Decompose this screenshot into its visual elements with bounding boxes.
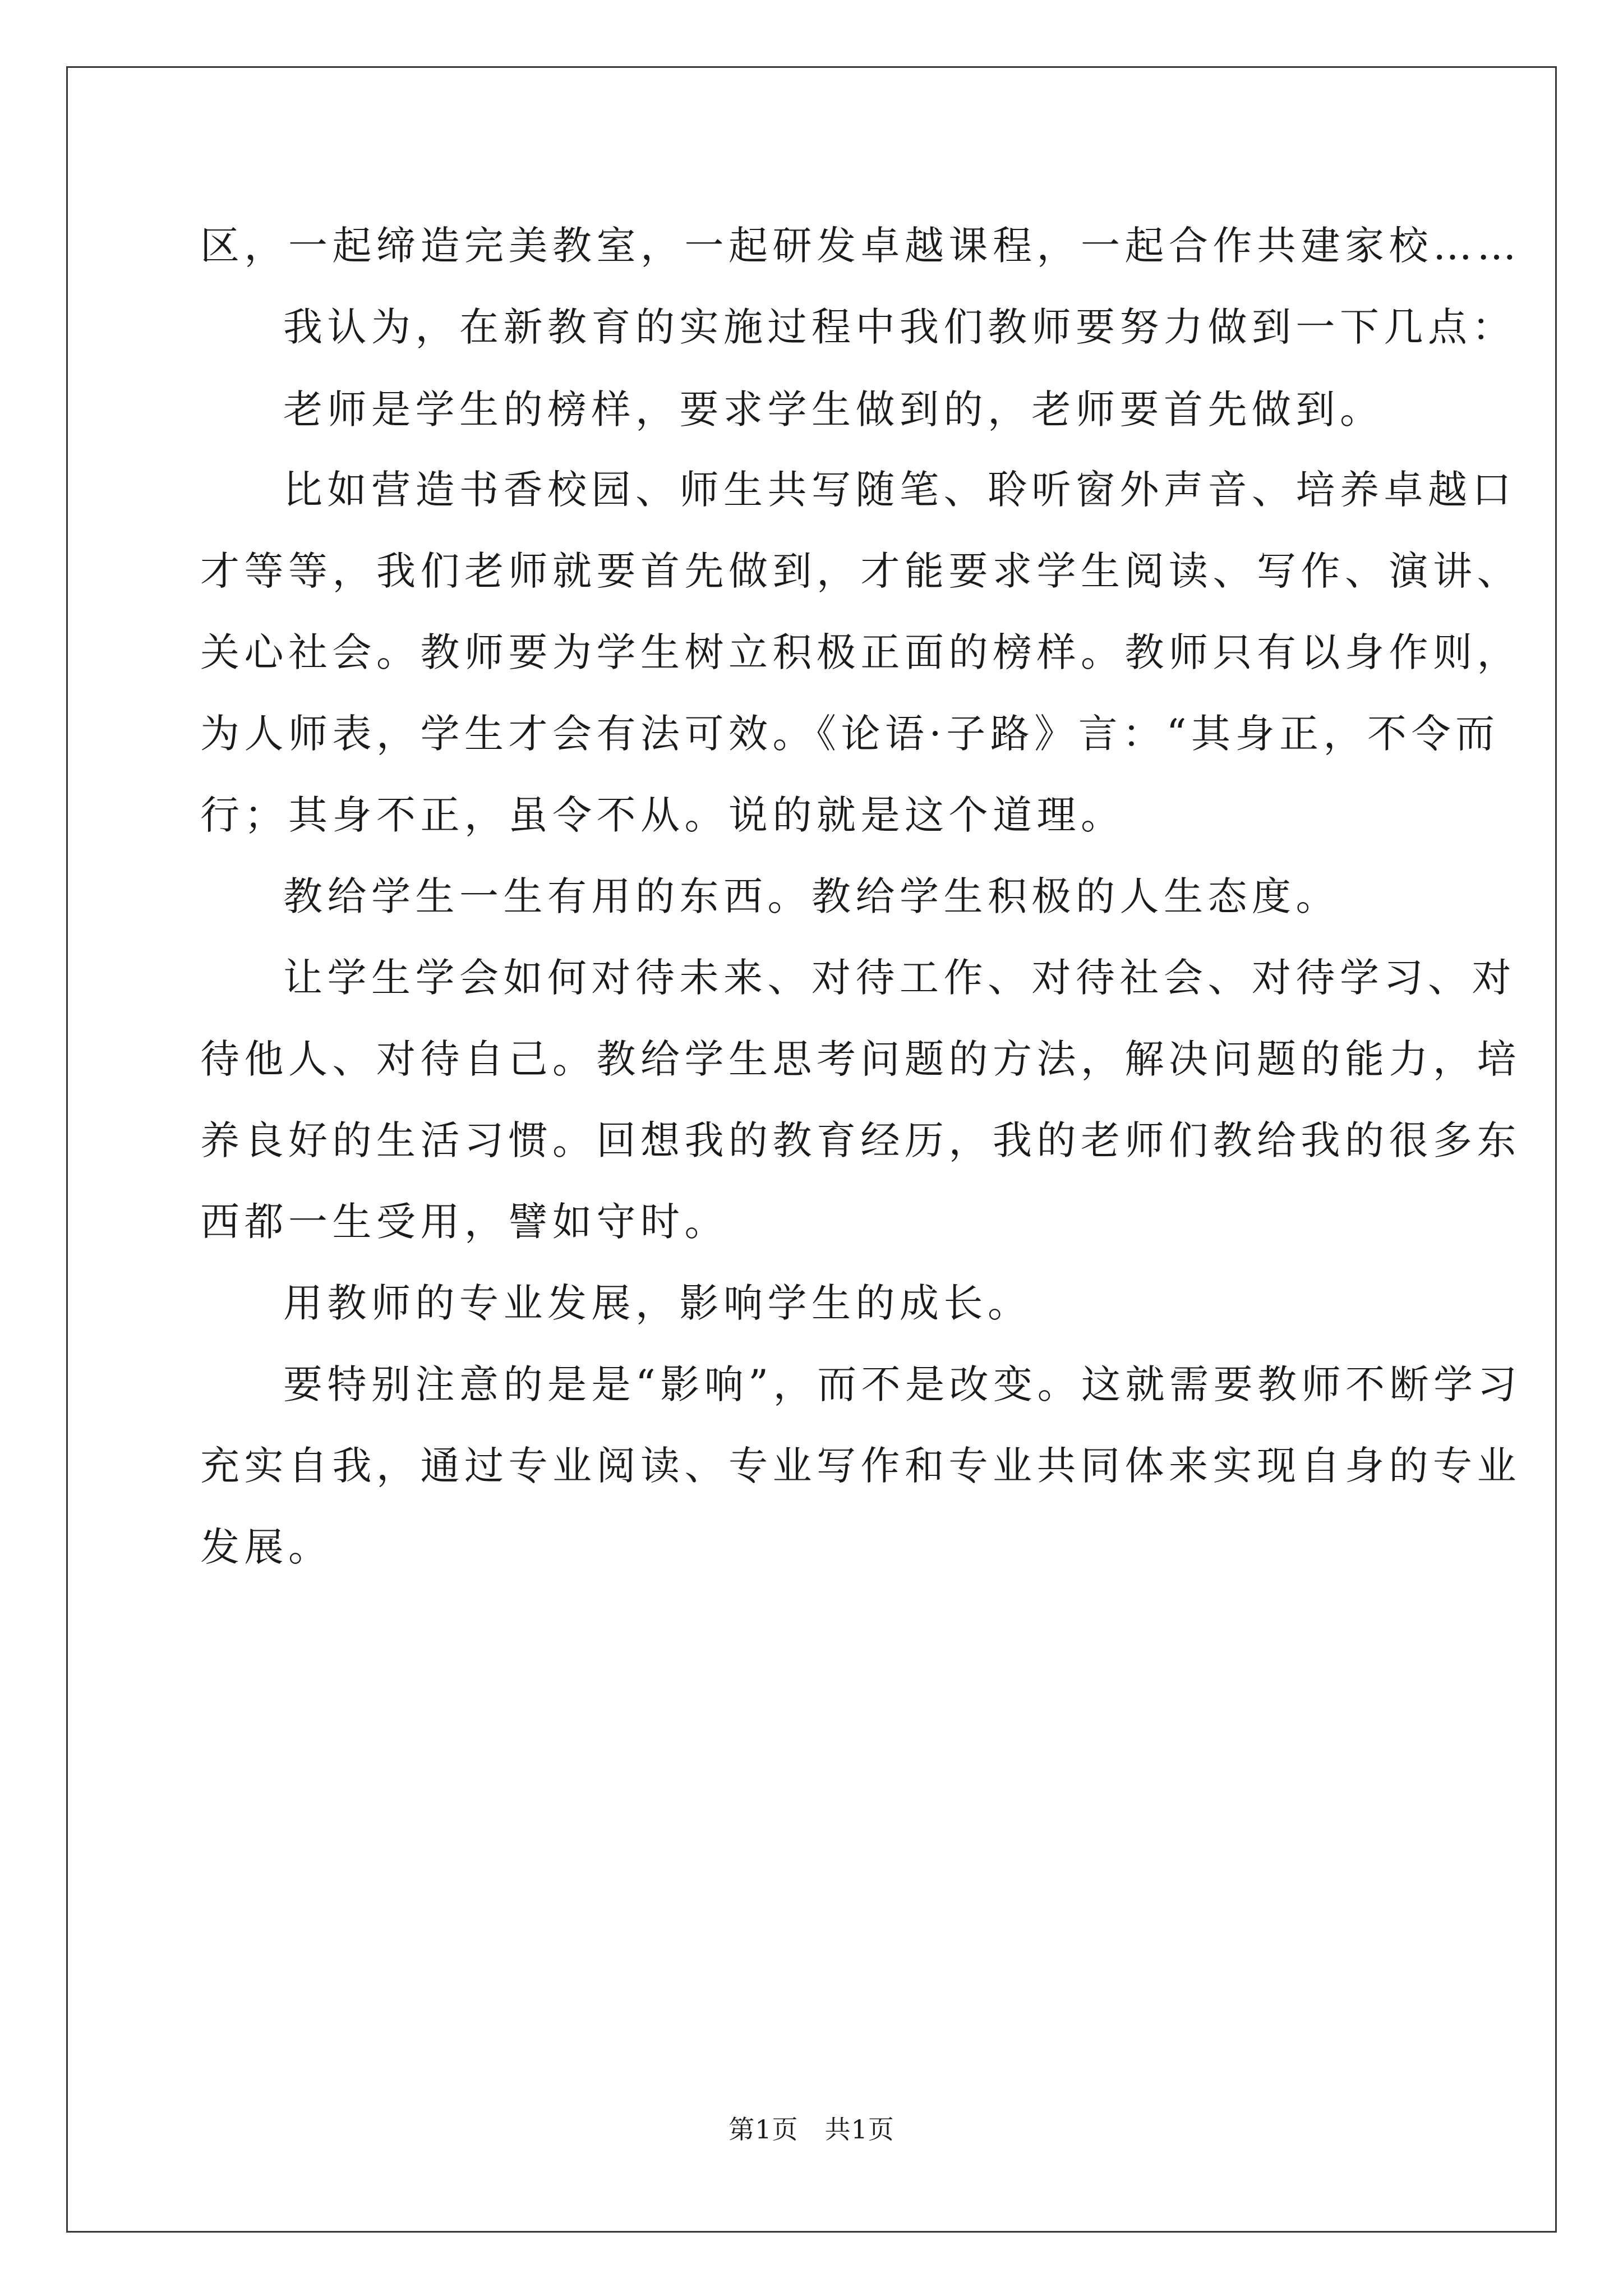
page-number-footer: 第1页 共1页 [728,2114,895,2145]
paragraph-first-line: 用教师的专业发展，影响学生的成长。 [283,1280,1032,1326]
text-line: 西都一生受用，譬如守时。 [200,1199,728,1245]
text-line: 为人师表，学生才会有法可效。《论语·子路》言：“其身正，不令而 [200,711,1500,757]
text-line: 关心社会。教师要为学生树立积极正面的榜样。教师只有以身作则， [200,629,1521,675]
text-line: 行；其身不正，虽令不从。说的就是这个道理。 [200,792,1125,838]
text-line: 充实自我，通过专业阅读、专业写作和专业共同体来实现自身的专业 [200,1443,1521,1489]
paragraph-first-line: 比如营造书香校园、师生共写随笔、聆听窗外声音、培养卓越口 [283,467,1516,513]
paragraph-first-line: 让学生学会如何对待未来、对待工作、对待社会、对待学习、对 [283,955,1516,1001]
text-line: 发展。 [200,1524,333,1570]
paragraph-first-line: 老师是学生的榜样，要求学生做到的，老师要首先做到。 [283,386,1384,432]
text-line: 区，一起缔造完美教室，一起研发卓越课程，一起合作共建家校…… [200,223,1521,269]
paragraph-first-line: 我认为，在新教育的实施过程中我们教师要努力做到一下几点： [283,304,1516,350]
paragraph-first-line: 教给学生一生有用的东西。教给学生积极的人生态度。 [283,873,1340,919]
text-line: 养良好的生活习惯。回想我的教育经历，我的老师们教给我的很多东 [200,1117,1521,1163]
paragraph-first-line: 要特别注意的是是“影响”，而不是改变。这就需要教师不断学习 [283,1361,1522,1407]
text-line: 才等等，我们老师就要首先做到，才能要求学生阅读、写作、演讲、 [200,548,1521,594]
text-line: 待他人、对待自己。教给学生思考问题的方法，解决问题的能力，培 [200,1036,1521,1082]
